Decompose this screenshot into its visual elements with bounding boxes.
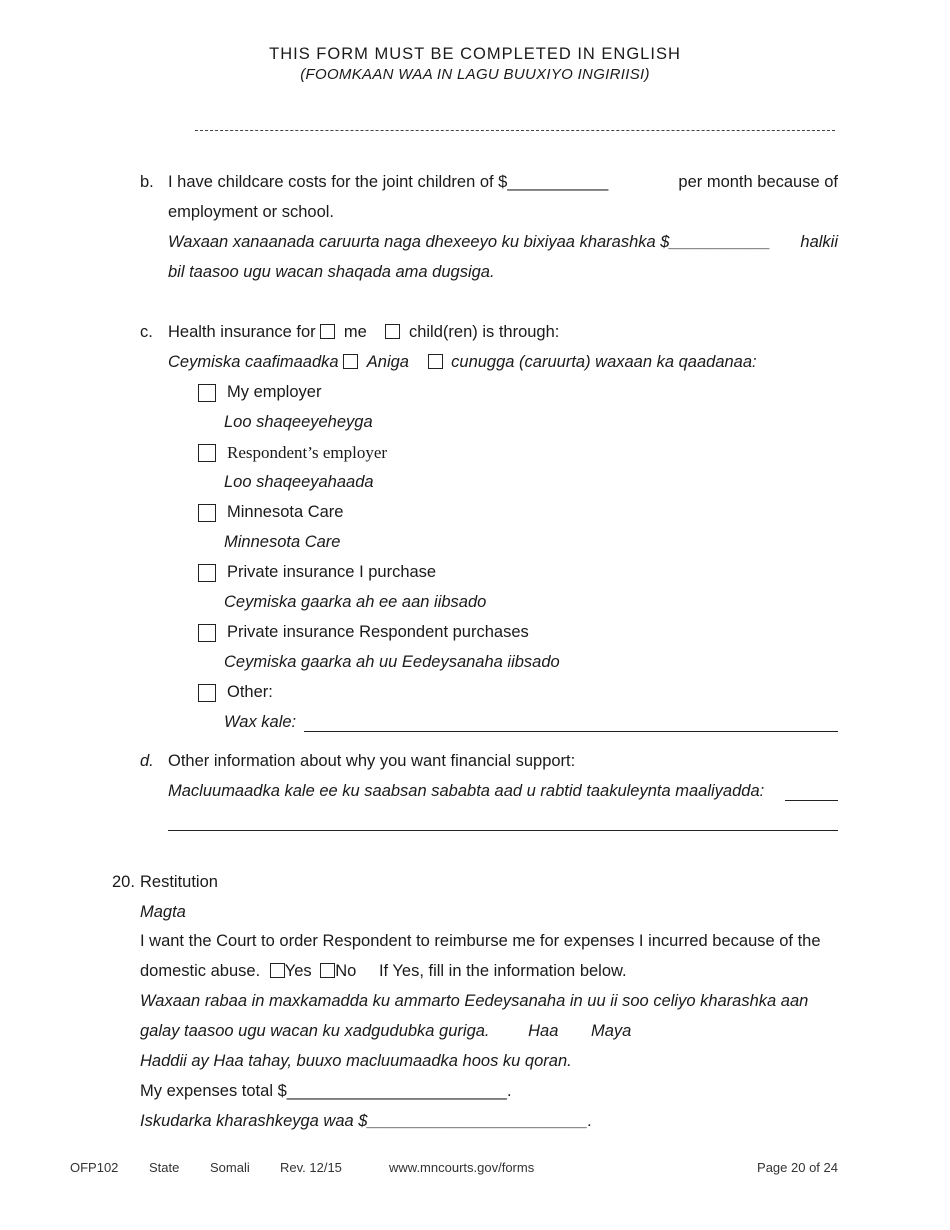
footer-language: Somali <box>210 1160 250 1175</box>
footer-page-number: Page 20 of 24 <box>757 1160 838 1175</box>
option-en-label: Private insurance I purchase <box>227 563 437 581</box>
restitution-text-en-2 <box>140 963 627 980</box>
minnesota-care-checkbox[interactable] <box>198 504 216 522</box>
item-b-letter: b. <box>140 173 154 191</box>
maya-label: Maya <box>590 1022 632 1040</box>
no-label: No <box>335 962 357 980</box>
financial-support-field-line2[interactable] <box>168 830 838 831</box>
private-insurance-i-purchase-checkbox[interactable] <box>198 564 216 582</box>
footer-form-id: OFP102 <box>70 1160 119 1175</box>
expenses-total-field[interactable]: My expenses total $________________________. <box>140 1082 512 1100</box>
option-so-label: Ceymiska gaarka ah ee aan iibsado <box>224 593 487 611</box>
continued-answer-line[interactable] <box>195 130 835 131</box>
footer-state: State <box>149 1160 180 1175</box>
no-checkbox[interactable] <box>320 963 335 978</box>
me-checkbox[interactable] <box>320 324 335 339</box>
option-en-label: My employer <box>227 383 322 401</box>
section-20-number: 20. <box>112 873 135 891</box>
restitution-text-so-1: Waxaan rabaa in maxkamadda ku ammarto Eedeysanaha in uu ii soo celiyo kharashka aan <box>140 992 809 1010</box>
children-checkbox[interactable] <box>385 324 400 339</box>
option-en-label: Minnesota Care <box>227 503 344 521</box>
yes-checkbox[interactable] <box>270 963 285 978</box>
children-label: child(ren) is through: <box>408 323 560 341</box>
aniga-checkbox[interactable] <box>343 354 358 369</box>
item-d-letter: d. <box>140 752 154 770</box>
restitution-text-so-2 <box>140 1023 631 1040</box>
footer-revision: Rev. 12/15 <box>280 1160 342 1175</box>
expenses-total-field-so[interactable]: Iskudarka kharashkeyga waa $________________________. <box>140 1112 593 1130</box>
haa-label: Haa <box>528 1022 559 1040</box>
other-text-field[interactable] <box>304 731 838 732</box>
footer-url[interactable]: www.mncourts.gov/forms <box>389 1160 535 1175</box>
cunugga-checkbox[interactable] <box>428 354 443 369</box>
restitution-text-en-2-label: domestic abuse. <box>140 962 261 980</box>
item-c-question-en <box>168 324 559 341</box>
item-b-text-en-1a: I have childcare costs for the joint children of $___________ <box>168 173 609 191</box>
restitution-text-so-3: Haddii ay Haa tahay, buuxo macluumaadka hoos ku qoran. <box>140 1052 572 1070</box>
option-en-label: Private insurance Respondent purchases <box>227 623 529 641</box>
private-insurance-respondent-checkbox[interactable] <box>198 624 216 642</box>
option-en-label: Other: <box>227 683 273 701</box>
option-so-label: Ceymiska gaarka ah uu Eedeysanaha iibsado <box>224 653 560 671</box>
option-so-label: Loo shaqeeyeheyga <box>224 413 373 431</box>
if-yes-instruction: If Yes, fill in the information below. <box>378 962 627 980</box>
form-header-subtitle: (FOOMKAAN WAA IN LAGU BUUXIYO INGIRIISI) <box>300 66 650 83</box>
item-c-question-so <box>168 354 757 371</box>
respondents-employer-checkbox[interactable] <box>198 444 216 462</box>
item-d-text-en: Other information about why you want financial support: <box>168 752 576 770</box>
option-en-label: Respondent’s employer <box>227 443 388 462</box>
item-b-text-so-2: bil taasoo ugu wacan shaqada ama dugsiga. <box>168 263 495 281</box>
health-insurance-label: Health insurance for <box>168 323 316 341</box>
item-b-text-en-1b: per month because of <box>678 173 838 191</box>
item-b-text-en-2: employment or school. <box>168 203 334 221</box>
section-20-title: Restitution <box>140 873 218 891</box>
financial-support-field-line1[interactable] <box>785 800 838 801</box>
section-20-title-so: Magta <box>140 903 186 921</box>
option-so-label: Loo shaqeeyahaada <box>224 473 374 491</box>
option-so-label: Wax kale: <box>224 713 297 731</box>
aniga-label: Aniga <box>366 353 409 371</box>
item-c-letter: c. <box>140 323 153 341</box>
form-header-title: THIS FORM MUST BE COMPLETED IN ENGLISH <box>269 45 681 63</box>
item-b-text-so-1a: Waxaan xanaanada caruurta naga dhexeeyo ku bixiyaa kharashka $___________ <box>168 233 771 251</box>
item-d-text-so: Macluumaadka kale ee ku saabsan sababta aad u rabtid taakuleynta maaliyadda: <box>168 782 765 800</box>
me-label: me <box>343 323 367 341</box>
yes-label: Yes <box>284 962 312 980</box>
restitution-text-en-1: I want the Court to order Respondent to reimburse me for expenses I incurred because of the <box>140 932 821 950</box>
other-checkbox[interactable] <box>198 684 216 702</box>
item-b-text-so-1b: halkii <box>800 233 838 251</box>
my-employer-checkbox[interactable] <box>198 384 216 402</box>
cunugga-label: cunugga (caruurta) waxaan ka qaadanaa: <box>451 353 757 371</box>
health-insurance-label-so: Ceymiska caafimaadka <box>168 353 339 371</box>
option-so-label: Minnesota Care <box>224 533 341 551</box>
restitution-text-so-2-label: galay taasoo ugu wacan ku xadgudubka guriga. <box>140 1022 490 1040</box>
